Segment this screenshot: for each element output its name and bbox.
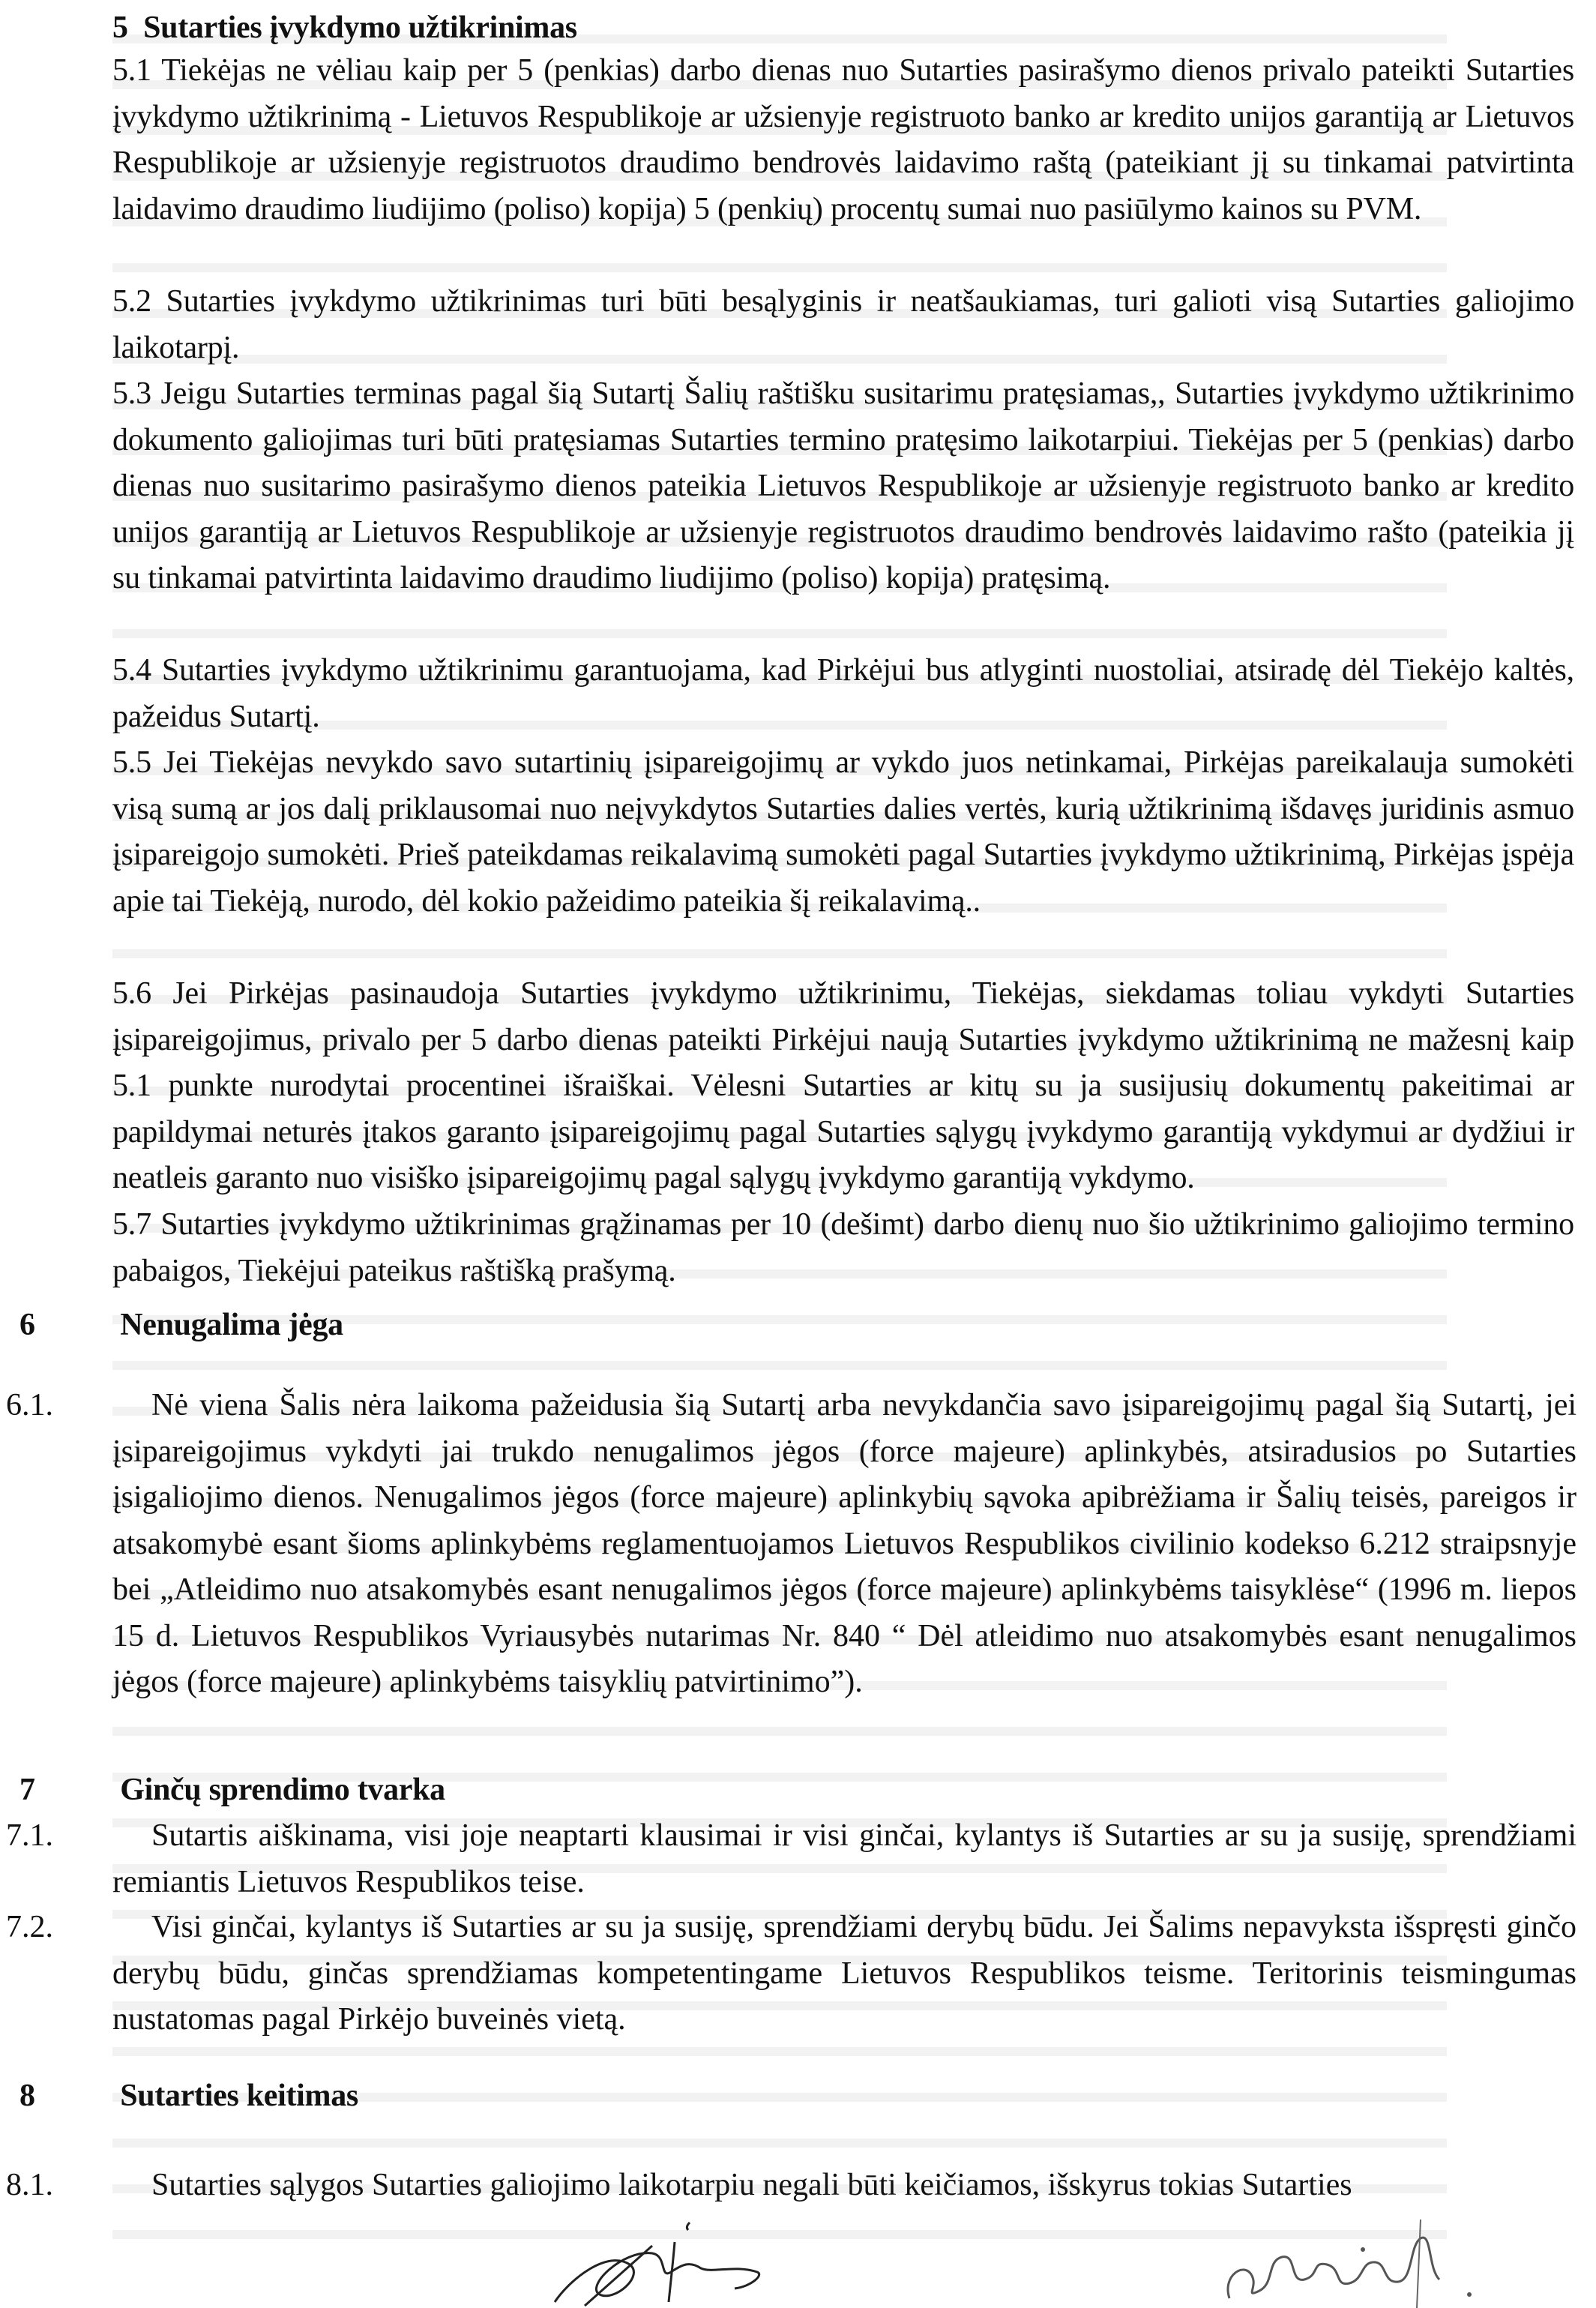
section-title: Sutarties įvykdymo užtikrinimas bbox=[143, 10, 577, 45]
section-title: Sutarties keitimas bbox=[120, 2079, 358, 2113]
paragraph-5-4: 5.4 Sutarties įvykdymo užtikrinimu garantuojama, kad Pirkėjui bus atlyginti nuostoliai, atsiradę dėl Tiekėjo kaltės, pažeidus Sutartį. bbox=[112, 653, 1574, 734]
paragraph-5-7: 5.7 Sutarties įvykdymo užtikrinimas grąžinamas per 10 (dešimt) darbo dienų nuo šio užtikrinimo galiojimo termino pabaigos, Tiekėjui pateikus raštišką prašymą. bbox=[112, 1207, 1574, 1288]
clause-number: 6.1. bbox=[6, 1388, 53, 1422]
clause-number: 7.2. bbox=[6, 1910, 53, 1944]
signature-right-icon bbox=[1214, 2216, 1499, 2308]
clause-8-1 bbox=[6, 2163, 1577, 2209]
section-title: Nenugalima jėga bbox=[120, 1308, 343, 1342]
paragraph-5-6: 5.6 Jei Pirkėjas pasinaudoja Sutarties įvykdymo užtikrinimu, Tiekėjas, siekdamas toliau vykdyti Sutarties įsipareigojimus, privalo per 5 darbo dienas pateikti Pirkėjui naują Sutarties įvykdymo užtikrinimą ne mažesnį kaip 5.1 punkte nurodytai procentinei išraiškai. Vėlesni Sutarties ar kitų su ja susijusių dokumentų pakeitimai ar papildymai neturės įtakos garanto įsipareigojimų pagal Sutarties sąlygų įvykdymo garantiją vykdymui ar dydžiui ir neatleis garanto nuo visiško įsipareigojimų pagal sąlygų įvykdymo garantiją vykdymo. bbox=[112, 976, 1574, 1195]
clause-text: Visi ginčai, kylantys iš Sutarties ar su ja susiję, sprendžiami derybų būdu. Jei Šalims nepavyksta išspręsti ginčo derybų būdu, ginčas sprendžiamas kompetentingame Lietuvos Respublikos teisme. Teritorinis teismingumas nustatomas pagal Pirkėjo buveinės vietą. bbox=[112, 1910, 1577, 2037]
clause-7-1 bbox=[6, 1813, 1577, 1905]
clause-7-2 bbox=[6, 1905, 1577, 2043]
section-6-heading bbox=[19, 1306, 343, 1344]
clause-text: Nė viena Šalis nėra laikoma pažeidusia šią Sutartį arba nevykdančia savo įsipareigojimų pagal šią Sutartį, jei įsipareigojimus vykdyti jai trukdo nenugalimos jėgos (force majeure) aplinkybės, atsiradusios po Sutarties įsigaliojimo dienos. Nenugalimos jėgos (force majeure) aplinkybių sąvoka apibrėžiama ir Šalių teisės, pareigos ir atsakomybė esant šioms aplinkybėms reglamentuojamos Lietuvos Respublikos civilinio kodekso 6.212 straipsnyje bei „Atleidimo nuo atsakomybės esant nenugalimos jėgos (force majeure) aplinkybėms taisyklėse“ (1996 m. liepos 15 d. Lietuvos Respublikos Vyriausybės nutarimas Nr. 840 “ Dėl atleidimo nuo atsakomybės esant nenugalimos jėgos (force majeure) aplinkybėms taisyklių patvirtinimo”). bbox=[112, 1388, 1577, 1699]
section-number: 8 bbox=[19, 2079, 35, 2113]
section-number: 5 bbox=[112, 10, 128, 45]
clause-text: Sutartis aiškinama, visi joje neaptarti klausimai ir visi ginčai, kylantys iš Sutarties ar su ja susiję, sprendžiami remiantis Lietuvos Respublikos teise. bbox=[112, 1818, 1577, 1899]
section-number: 6 bbox=[19, 1308, 35, 1342]
section-number: 7 bbox=[19, 1773, 35, 1807]
clause-text: Sutarties sąlygos Sutarties galiojimo laikotarpiu negali būti keičiamos, išskyrus tokias Sutarties bbox=[151, 2168, 1352, 2202]
section-7-heading bbox=[19, 1771, 445, 1809]
paragraph-5-1: 5.1 Tiekėjas ne vėliau kaip per 5 (penkias) darbo dienas nuo Sutarties pasirašymo dienos privalo pateikti Sutarties įvykdymo užtikrinimą - Lietuvos Respublikoje ar užsienyje registruoto banko ar kredito unijos garantiją ar Lietuvos Respublikoje ar užsienyje registruotos draudimo bendrovės laidavimo raštą (pateikiant jį su tinkamai patvirtinta laidavimo draudimo liudijimo (poliso) kopija) 5 (penkių) procentų sumai nuo pasiūlymo kainos su PVM. bbox=[112, 53, 1574, 226]
section-5-heading bbox=[112, 9, 577, 46]
paragraph-5-2: 5.2 Sutarties įvykdymo užtikrinimas turi būti besąlyginis ir neatšaukiamas, turi galioti visą Sutarties galiojimo laikotarpį. bbox=[112, 284, 1574, 365]
signature-left-icon bbox=[540, 2220, 780, 2308]
clause-number: 7.1. bbox=[6, 1818, 53, 1853]
paragraph-5-5: 5.5 Jei Tiekėjas nevykdo savo sutartinių įsipareigojimų ar vykdo juos netinkamai, Pirkėjas pareikalauja sumokėti visą sumą ar jos dalį priklausomai nuo neįvykdytos Sutarties dalies vertės, kurią užtikrinimą išdavęs juridinis asmuo įsipareigojo sumokėti. Prieš pateikdamas reikalavimą sumokėti pagal Sutarties įvykdymo užtikrinimą, Pirkėjas įspėja apie tai Tiekėją, nurodo, dėl kokio pažeidimo pateikia šį reikalavimą.. bbox=[112, 745, 1574, 919]
paragraph-5-3: 5.3 Jeigu Sutarties terminas pagal šią Sutartį Šalių raštišku susitarimu pratęsiamas,, Sutarties įvykdymo užtikrinimo dokumento galiojimas turi būti pratęsiamas Sutarties termino pratęsimo laikotarpiui. Tiekėjas per 5 (penkias) darbo dienas nuo susitarimo pasirašymo dienos pateikia Lietuvos Respublikoje ar užsienyje registruoto banko ar kredito unijos garantiją ar Lietuvos Respublikoje ar užsienyje registruotos draudimo bendrovės laidavimo rašto (pateikia jį su tinkamai patvirtinta laidavimo draudimo liudijimo (poliso) kopija) pratęsimą. bbox=[112, 376, 1574, 595]
section-8-heading bbox=[19, 2077, 358, 2115]
clause-6-1 bbox=[6, 1383, 1577, 1706]
section-title: Ginčų sprendimo tvarka bbox=[120, 1773, 445, 1807]
clause-number: 8.1. bbox=[6, 2168, 53, 2202]
